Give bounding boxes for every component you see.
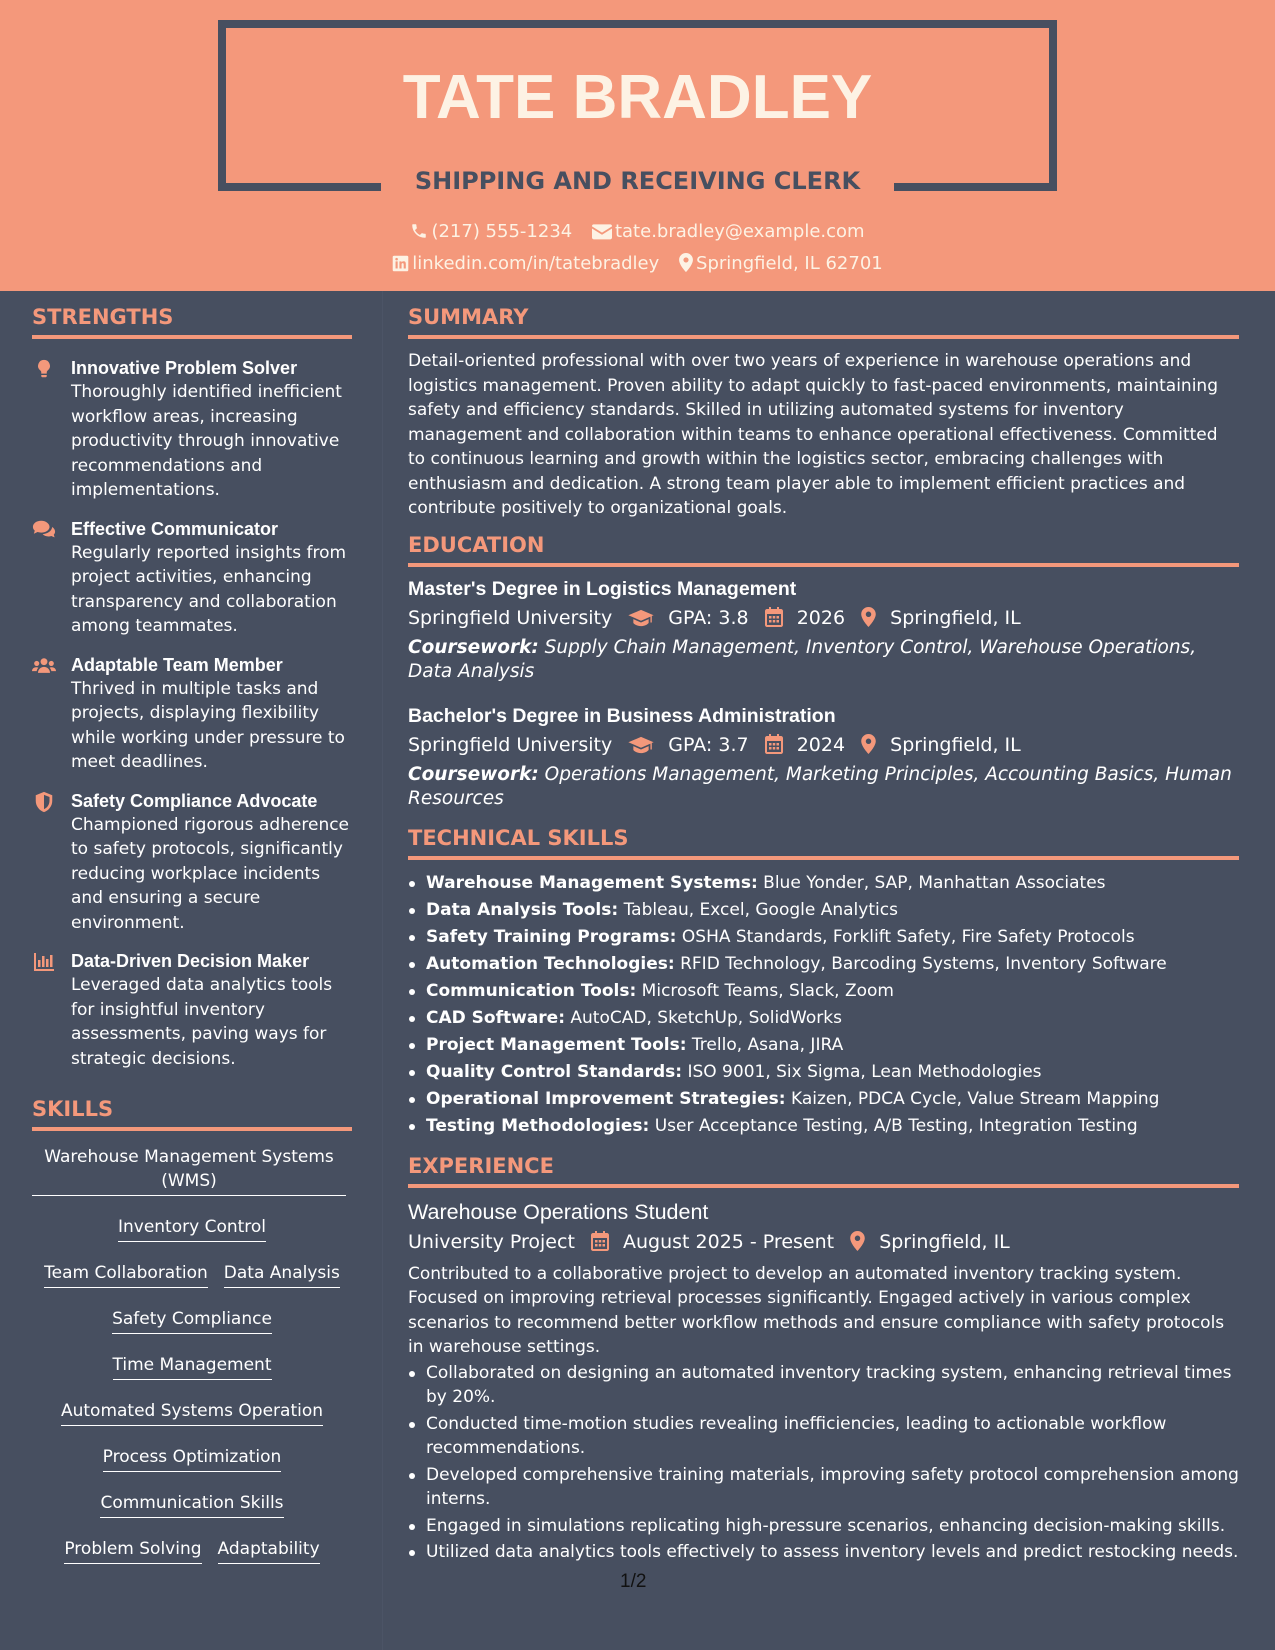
- gpa: GPA: 3.8: [668, 606, 749, 629]
- bar-chart-icon: [32, 951, 56, 973]
- skill-tag: Communication Skills: [100, 1491, 283, 1518]
- tech-skill-value: Microsoft Teams, Slack, Zoom: [641, 980, 894, 1001]
- list-item: [408, 978, 1239, 1005]
- strength-desc: Thrived in multiple tasks and projects, displaying flexibility while working under pressure to meet deadlines.: [71, 678, 345, 772]
- tech-skill-value: User Acceptance Testing, A/B Testing, Integration Testing: [654, 1115, 1138, 1136]
- skills-heading: SKILLS: [32, 1097, 114, 1121]
- strength-item: [32, 356, 352, 503]
- shield-icon: [32, 791, 56, 813]
- strength-title: Safety Compliance Advocate: [71, 790, 318, 811]
- strength-title: Data-Driven Decision Maker: [71, 951, 310, 971]
- skill-tag: Time Management: [113, 1353, 272, 1380]
- map-pin-icon: [861, 734, 876, 754]
- resume-header: [0, 0, 1275, 291]
- list-item: [408, 870, 1239, 897]
- phone-icon: [410, 222, 428, 240]
- phone-text: (217) 555-1234: [431, 221, 573, 242]
- skill-tag: Process Optimization: [103, 1445, 282, 1472]
- job-role: Warehouse Operations Student: [408, 1199, 709, 1224]
- contact-linkedin[interactable]: [392, 253, 659, 274]
- skill-tag: Inventory Control: [118, 1215, 266, 1242]
- skill-tag: Adaptability: [218, 1537, 320, 1564]
- strength-desc: Championed rigorous adherence to safety protocols, significantly reducing workplace incidents and ensuring a secure environment.: [71, 814, 350, 933]
- lightbulb-icon: [32, 358, 56, 380]
- technical-skills-list: [408, 870, 1239, 1140]
- tech-skill-label: Data Analysis Tools:: [426, 899, 619, 920]
- school-location: Springfield, IL: [890, 733, 1021, 756]
- contact-location: [679, 253, 883, 274]
- list-item: Developed comprehensive training materials, improving safety protocol comprehension among interns.: [408, 1463, 1239, 1512]
- list-item: [408, 1059, 1239, 1086]
- skill-tag: Warehouse Management Systems (WMS): [32, 1145, 346, 1196]
- tech-skill-value: Tableau, Excel, Google Analytics: [623, 899, 898, 920]
- skill-tag: Data Analysis: [224, 1261, 340, 1288]
- tech-skill-label: Testing Methodologies:: [426, 1115, 650, 1136]
- job-location: Springfield, IL: [879, 1230, 1010, 1253]
- graduation-cap-icon: [628, 609, 654, 627]
- experience-entry: [408, 1198, 1239, 1565]
- coursework-label: Coursework:: [408, 636, 539, 658]
- technical-skills-heading: TECHNICAL SKILLS: [408, 825, 629, 850]
- contact-row-1: [0, 221, 1275, 242]
- skill-tag: Team Collaboration: [44, 1261, 208, 1288]
- technical-skills-rule: [408, 856, 1239, 860]
- experience-rule: [408, 1184, 1239, 1188]
- strength-item: [32, 789, 352, 936]
- strengths-heading: STRENGTHS: [32, 305, 174, 329]
- candidate-name: TATE BRADLEY: [402, 63, 873, 132]
- tech-skill-label: Project Management Tools:: [426, 1034, 687, 1055]
- tech-skill-label: Warehouse Management Systems:: [426, 872, 758, 893]
- tech-skill-label: Automation Technologies:: [426, 953, 675, 974]
- school-name: Springfield University: [408, 606, 613, 629]
- tech-skill-label: Operational Improvement Strategies:: [426, 1088, 786, 1109]
- team-icon: [32, 655, 56, 677]
- coursework-label: Coursework:: [408, 763, 539, 785]
- education-entry: [408, 576, 1239, 685]
- tech-skill-label: CAD Software:: [426, 1007, 565, 1028]
- school-location: Springfield, IL: [890, 606, 1021, 629]
- strength-title: Adaptable Team Member: [71, 654, 283, 675]
- strength-desc: Regularly reported insights from project activities, enhancing transparency and collaboration among teammates.: [71, 542, 347, 636]
- tech-skill-label: Quality Control Standards:: [426, 1061, 683, 1082]
- coursework: [408, 636, 1239, 685]
- skill-tag: Automated Systems Operation: [61, 1399, 323, 1426]
- strength-desc: Leveraged data analytics tools for insightful inventory assessments, paving ways for strategic decisions.: [71, 975, 333, 1069]
- strengths-rule: [32, 335, 352, 339]
- tech-skill-value: ISO 9001, Six Sigma, Lean Methodologies: [687, 1061, 1042, 1082]
- left-column: [32, 305, 352, 1583]
- tech-skill-value: Kaizen, PDCA Cycle, Value Stream Mapping: [790, 1088, 1160, 1109]
- column-divider: [382, 291, 383, 1650]
- summary-rule: [408, 335, 1239, 339]
- envelope-icon: [592, 222, 612, 240]
- strength-title: Innovative Problem Solver: [71, 358, 298, 378]
- tech-skill-label: Communication Tools:: [426, 980, 637, 1001]
- map-pin-icon: [850, 1231, 865, 1251]
- tech-skill-value: OSHA Standards, Forklift Safety, Fire Safety Protocols: [681, 926, 1135, 947]
- degree-title: Bachelor's Degree in Business Administration: [408, 704, 836, 727]
- tech-skill-value: Blue Yonder, SAP, Manhattan Associates: [763, 872, 1106, 893]
- list-item: [408, 1005, 1239, 1032]
- summary-heading: SUMMARY: [408, 305, 529, 329]
- list-item: Engaged in simulations replicating high-pressure scenarios, enhancing decision-making skills.: [408, 1514, 1239, 1539]
- tech-skill-value: AutoCAD, SketchUp, SolidWorks: [570, 1007, 842, 1028]
- school-name: Springfield University: [408, 733, 613, 756]
- organization: University Project: [408, 1230, 575, 1253]
- education-rule: [408, 563, 1239, 567]
- list-item: Utilized data analytics tools effectively to assess inventory levels and predict restocking needs.: [408, 1540, 1239, 1565]
- graduation-year: 2024: [796, 733, 846, 756]
- map-pin-icon: [679, 253, 693, 272]
- skill-tag: Safety Compliance: [112, 1307, 272, 1334]
- job-dates: August 2025 - Present: [622, 1230, 835, 1253]
- list-item: [408, 924, 1239, 951]
- degree-title: Master's Degree in Logistics Management: [408, 577, 797, 600]
- chat-bubbles-icon: [32, 519, 56, 541]
- summary-text: Detail-oriented professional with over two years of experience in warehouse operations and logistics management. Proven ability to adapt quickly to fast-paced environments, maintaining safety and efficiency standards. Skilled in utilizing automated systems for inventory management and collaboration within teams to enhance operational effectiveness. Committed to continuous learning and growth within the logistics sector, embracing challenges with enthusiasm and dedication. A strong team player able to implement efficient practices and contribute positively to organizational goals.: [408, 351, 1218, 518]
- tech-skill-value: RFID Technology, Barcoding Systems, Inventory Software: [680, 953, 1167, 974]
- strength-item: [32, 653, 352, 775]
- experience-heading: EXPERIENCE: [408, 1153, 554, 1178]
- contact-phone: [410, 221, 572, 242]
- coursework-list: Operations Management, Marketing Principles, Accounting Basics, Human Resources: [408, 763, 1232, 809]
- experience-meta: [408, 1228, 1239, 1256]
- list-item: [408, 897, 1239, 924]
- skills-rule: [32, 1127, 352, 1131]
- tech-skill-value: Trello, Asana, JIRA: [691, 1034, 844, 1055]
- list-item: [408, 951, 1239, 978]
- list-item: [408, 1086, 1239, 1113]
- list-item: Collaborated on designing an automated inventory tracking system, enhancing retrieval times by 20%.: [408, 1361, 1239, 1410]
- education-meta: [408, 731, 1239, 759]
- map-pin-icon: [861, 607, 876, 627]
- tech-skill-label: Safety Training Programs:: [426, 926, 677, 947]
- job-description: Contributed to a collaborative project to develop an automated inventory tracking system. Focused on improving retrieval processes significantly. Engaged actively in various complex scenarios to recommend better workflow methods and ensure compliance with safety protocols in warehouse settings.: [408, 1263, 1225, 1357]
- contact-row-2: [0, 253, 1275, 274]
- email-text: tate.bradley@example.com: [614, 221, 865, 242]
- strength-item: [32, 949, 352, 1071]
- coursework-list: Supply Chain Management, Inventory Control, Warehouse Operations, Data Analysis: [408, 636, 1197, 682]
- linkedin-text: linkedin.com/in/tatebradley: [412, 253, 660, 274]
- education-meta: [408, 604, 1239, 632]
- calendar-icon: [765, 734, 783, 754]
- gpa: GPA: 3.7: [668, 733, 749, 756]
- job-bullets: [408, 1361, 1239, 1565]
- skill-tag: Problem Solving: [64, 1537, 201, 1564]
- strength-item: [32, 517, 352, 639]
- contact-email[interactable]: [592, 221, 865, 242]
- graduation-year: 2026: [796, 606, 846, 629]
- page-number: 1/2: [620, 1571, 647, 1592]
- skills-tags: [32, 1145, 352, 1583]
- calendar-icon: [591, 1231, 609, 1251]
- location-text: Springfield, IL 62701: [696, 253, 883, 274]
- education-entry: [408, 703, 1239, 812]
- right-column: [408, 305, 1239, 1567]
- education-heading: EDUCATION: [408, 532, 545, 557]
- job-title: SHIPPING AND RECEIVING CLERK: [414, 167, 861, 195]
- list-item: Conducted time-motion studies revealing inefficiencies, leading to actionable workflow recommendations.: [408, 1412, 1239, 1461]
- list-item: [408, 1113, 1239, 1140]
- linkedin-icon: [392, 255, 409, 272]
- strength-title: Effective Communicator: [71, 518, 279, 539]
- calendar-icon: [765, 607, 783, 627]
- list-item: [408, 1032, 1239, 1059]
- coursework: [408, 763, 1239, 812]
- strength-desc: Thoroughly identified inefficient workflow areas, increasing productivity through innovative recommendations and implementations.: [71, 382, 342, 500]
- graduation-cap-icon: [628, 736, 654, 754]
